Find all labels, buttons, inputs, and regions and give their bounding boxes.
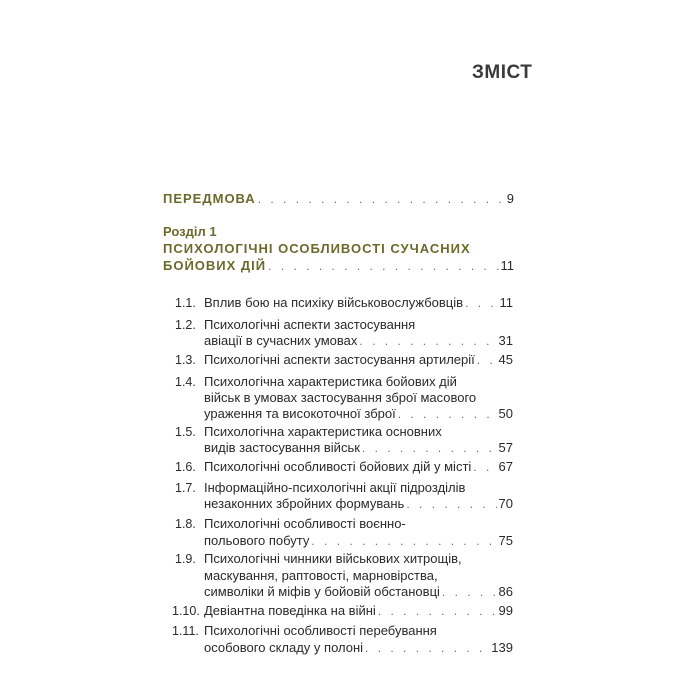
page-title: ЗМІСТ (472, 62, 533, 83)
section-label: Розділ 1 (163, 224, 217, 239)
toc-entry[interactable] (204, 533, 513, 549)
toc-entry[interactable] (204, 584, 513, 600)
entry-page: 57 (498, 440, 513, 455)
toc-entry[interactable] (204, 440, 513, 456)
entry-text: видів застосування військ (204, 440, 360, 455)
entry-page: 50 (498, 406, 513, 421)
entry-number: 1.10. (172, 604, 200, 618)
dot-leader (378, 603, 497, 619)
entry-text: військ в умовах застосування зброї масового (204, 390, 477, 405)
entry-number: 1.4. (175, 375, 196, 389)
entry-number: 1.3. (175, 353, 196, 367)
entry-number: 1.8. (175, 517, 196, 531)
toc-section-1[interactable] (163, 258, 514, 274)
toc-entry[interactable] (204, 496, 513, 512)
entry-page: 139 (491, 640, 513, 655)
entry-text: незаконних збройних формувань (204, 496, 405, 511)
entry-number: 1.1. (175, 296, 196, 310)
dot-leader (362, 440, 497, 456)
entry-page: 67 (498, 459, 513, 474)
entry-text: Психологічні чинники військових хитрощів, (204, 551, 462, 566)
toc-entry[interactable] (204, 352, 513, 368)
dot-leader (398, 406, 497, 422)
dot-leader (258, 191, 505, 207)
dot-leader (268, 258, 498, 274)
entry-text: Психологічні аспекти застосування артилерії (204, 352, 475, 367)
entry-text: маскування, раптовості, марновірства, (204, 568, 438, 583)
toc-entry[interactable] (204, 406, 513, 422)
dot-leader (406, 496, 496, 512)
dot-leader (477, 352, 497, 368)
section-title-line-1: ПСИХОЛОГІЧНІ ОСОБЛИВОСТІ СУЧАСНИХ (163, 241, 471, 256)
entry-page: 45 (498, 352, 513, 367)
entry-text: Психологічні аспекти застосування (204, 317, 416, 332)
entry-text: ураження та високоточної зброї (204, 406, 396, 421)
dot-leader (365, 640, 489, 656)
entry-text: Психологічні особливості перебування (204, 623, 437, 638)
entry-number: 1.6. (175, 460, 196, 474)
entry-text: символіки й міфів у бойовій обстановці (204, 584, 440, 599)
entry-text: авіації в сучасних умовах (204, 333, 358, 348)
foreword-page: 9 (506, 191, 514, 206)
section-title-line-2: БОЙОВИХ ДІЙ (163, 258, 267, 273)
dot-leader (359, 333, 496, 349)
entry-page: 99 (498, 603, 513, 618)
entry-text: Вплив бою на психіку військовослужбовців (204, 295, 464, 310)
toc-entry[interactable] (204, 333, 513, 349)
entry-number: 1.11. (172, 624, 199, 638)
entry-page: 11 (499, 295, 513, 310)
entry-text: Психологічні особливості бойових дій у місті (204, 459, 472, 474)
entry-text: особового складу у полоні (204, 640, 364, 655)
toc-foreword[interactable] (163, 191, 514, 207)
entry-text: Девіантна поведінка на війні (204, 603, 376, 618)
entry-text: Психологічні особливості воєнно- (204, 516, 406, 531)
entry-text: Психологічна характеристика основних (204, 424, 442, 439)
toc-entry[interactable] (204, 459, 513, 475)
entry-page: 70 (498, 496, 513, 511)
dot-leader (465, 295, 497, 311)
dot-leader (311, 533, 496, 549)
entry-page: 31 (498, 333, 513, 348)
entry-number: 1.9. (175, 552, 196, 566)
entry-page: 86 (498, 584, 513, 599)
toc-entry[interactable] (204, 640, 513, 656)
section-page: 11 (500, 258, 514, 273)
entry-text: польового побуту (204, 533, 310, 548)
entry-number: 1.2. (175, 318, 196, 332)
foreword-label: ПЕРЕДМОВА (163, 191, 256, 206)
entry-number: 1.7. (175, 481, 196, 495)
toc-entry[interactable] (204, 295, 513, 311)
entry-text: Інформаційно-психологічні акції підрозділів (204, 480, 466, 495)
dot-leader (473, 459, 496, 475)
entry-number: 1.5. (175, 425, 196, 439)
entry-text: Психологічна характеристика бойових дій (204, 374, 457, 389)
toc-entry[interactable] (204, 603, 513, 619)
entry-page: 75 (498, 533, 513, 548)
dot-leader (442, 584, 497, 600)
